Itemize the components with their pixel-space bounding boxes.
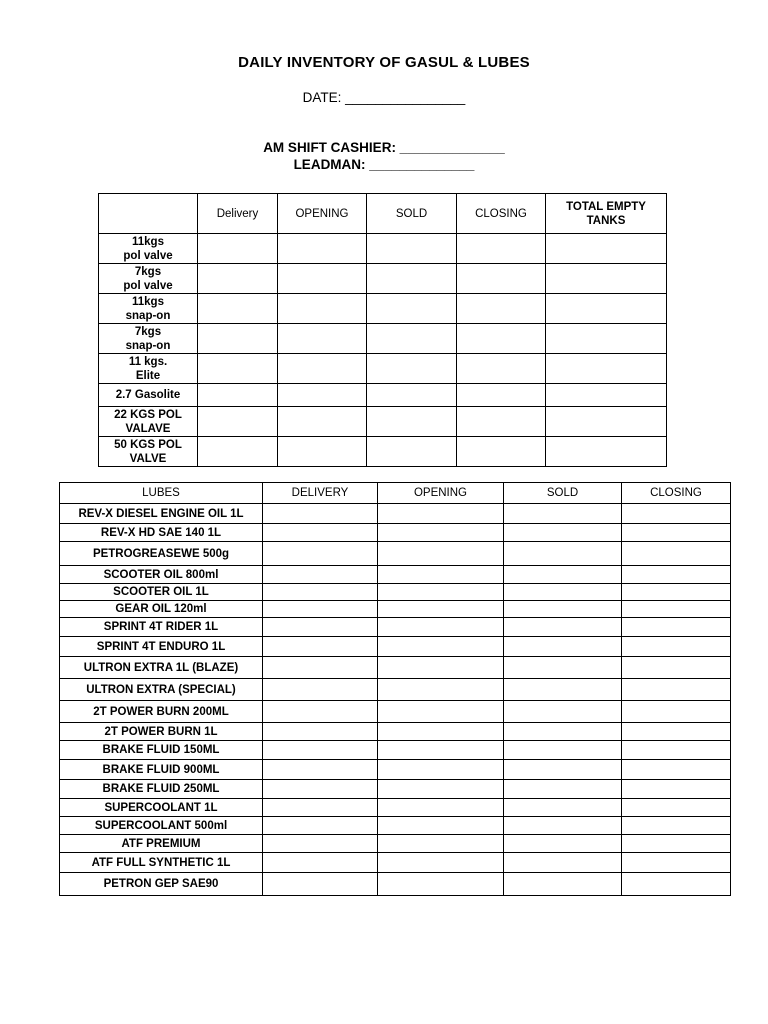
lubes-entry-cell[interactable] (378, 542, 504, 566)
gasul-item-label: 22 KGS POL (114, 408, 182, 421)
lubes-row (60, 835, 731, 853)
lubes-entry-cell[interactable] (263, 679, 378, 701)
lubes-row (60, 504, 731, 524)
cashier-field: AM SHIFT CASHIER: ______________ (263, 140, 505, 155)
gasul-header-blank (99, 194, 198, 234)
gasul-header-delivery: Delivery (198, 194, 278, 234)
lubes-entry-cell[interactable] (622, 618, 731, 637)
lubes-entry-cell[interactable] (504, 723, 622, 741)
lubes-entry-cell[interactable] (504, 601, 622, 618)
lubes-entry-cell[interactable] (263, 835, 378, 853)
gasul-item-label: snap-on (125, 339, 171, 352)
lubes-entry-cell[interactable] (263, 601, 378, 618)
gasul-header-closing: CLOSING (457, 194, 546, 234)
lubes-entry-cell[interactable] (504, 760, 622, 780)
gasul-entry-cell[interactable] (367, 407, 457, 437)
lubes-row (60, 679, 731, 701)
lubes-entry-cell[interactable] (622, 657, 731, 679)
gasul-entry-cell[interactable] (278, 354, 367, 384)
leadman-field: LEADMAN: ______________ (293, 157, 475, 172)
lubes-row (60, 760, 731, 780)
lubes-row (60, 637, 731, 657)
lubes-item-label: ATF FULL SYNTHETIC 1L (60, 853, 263, 873)
lubes-entry-cell[interactable] (378, 524, 504, 542)
lubes-entry-cell[interactable] (263, 637, 378, 657)
lubes-entry-cell[interactable] (504, 637, 622, 657)
gasul-header-sold: SOLD (367, 194, 457, 234)
page-title: DAILY INVENTORY OF GASUL & LUBES (238, 54, 530, 71)
gasul-item-label: pol valve (123, 279, 173, 292)
lubes-entry-cell[interactable] (263, 817, 378, 835)
lubes-item-label: ULTRON EXTRA 1L (BLAZE) (60, 657, 263, 679)
gasul-row (99, 407, 667, 437)
gasul-entry-cell[interactable] (457, 324, 546, 354)
lubes-row (60, 853, 731, 873)
gasul-item-label: snap-on (125, 309, 171, 322)
gasul-entry-cell[interactable] (367, 234, 457, 264)
lubes-entry-cell[interactable] (622, 524, 731, 542)
lubes-entry-cell[interactable] (378, 799, 504, 817)
gasul-item-label: Elite (135, 369, 161, 382)
gasul-entry-cell[interactable] (198, 234, 278, 264)
gasul-entry-cell[interactable] (198, 407, 278, 437)
lubes-inventory-table (59, 482, 731, 896)
lubes-item-label: REV-X DIESEL ENGINE OIL 1L (60, 504, 263, 524)
lubes-entry-cell[interactable] (263, 741, 378, 760)
lubes-item-label: SUPERCOOLANT 500ml (60, 817, 263, 835)
lubes-entry-cell[interactable] (504, 780, 622, 799)
gasul-item-cell (99, 407, 198, 437)
lubes-entry-cell[interactable] (504, 853, 622, 873)
lubes-entry-cell[interactable] (504, 701, 622, 723)
lubes-entry-cell[interactable] (622, 817, 731, 835)
gasul-entry-cell[interactable] (546, 384, 667, 407)
gasul-item-cell (99, 324, 198, 354)
lubes-entry-cell[interactable] (622, 584, 731, 601)
lubes-entry-cell[interactable] (263, 504, 378, 524)
lubes-item-label: SPRINT 4T ENDURO 1L (60, 637, 263, 657)
gasul-entry-cell[interactable] (546, 354, 667, 384)
gasul-entry-cell[interactable] (198, 384, 278, 407)
lubes-item-label: GEAR OIL 120ml (60, 601, 263, 618)
gasul-row (99, 294, 667, 324)
lubes-item-label: REV-X HD SAE 140 1L (60, 524, 263, 542)
gasul-entry-cell[interactable] (278, 324, 367, 354)
lubes-item-label: 2T POWER BURN 200ML (60, 701, 263, 723)
lubes-entry-cell[interactable] (622, 760, 731, 780)
lubes-entry-cell[interactable] (378, 679, 504, 701)
lubes-header-row (60, 483, 731, 504)
lubes-entry-cell[interactable] (622, 701, 731, 723)
gasul-row (99, 437, 667, 467)
lubes-entry-cell[interactable] (504, 679, 622, 701)
date-field: DATE: ________________ (302, 90, 466, 105)
lubes-item-label: SUPERCOOLANT 1L (60, 799, 263, 817)
lubes-entry-cell[interactable] (378, 873, 504, 896)
lubes-entry-cell[interactable] (263, 524, 378, 542)
gasul-entry-cell[interactable] (278, 294, 367, 324)
lubes-entry-cell[interactable] (504, 799, 622, 817)
lubes-entry-cell[interactable] (378, 817, 504, 835)
lubes-header-closing: CLOSING (622, 483, 731, 504)
lubes-header-sold: SOLD (504, 483, 622, 504)
lubes-entry-cell[interactable] (622, 566, 731, 584)
lubes-entry-cell[interactable] (378, 723, 504, 741)
lubes-row (60, 618, 731, 637)
gasul-item-label: 50 KGS POL (114, 438, 182, 451)
lubes-item-label: 2T POWER BURN 1L (60, 723, 263, 741)
lubes-row (60, 524, 731, 542)
gasul-entry-cell[interactable] (367, 384, 457, 407)
gasul-header-row (99, 194, 667, 234)
lubes-entry-cell[interactable] (378, 657, 504, 679)
gasul-entry-cell[interactable] (546, 234, 667, 264)
gasul-entry-cell[interactable] (457, 407, 546, 437)
lubes-entry-cell[interactable] (263, 799, 378, 817)
lubes-entry-cell[interactable] (263, 760, 378, 780)
gasul-item-cell (99, 384, 198, 407)
gasul-item-label: 11kgs (132, 235, 164, 248)
gasul-item-cell (99, 234, 198, 264)
lubes-entry-cell[interactable] (378, 701, 504, 723)
lubes-row (60, 817, 731, 835)
lubes-entry-cell[interactable] (622, 853, 731, 873)
lubes-entry-cell[interactable] (504, 524, 622, 542)
gasul-entry-cell[interactable] (546, 264, 667, 294)
lubes-entry-cell[interactable] (622, 799, 731, 817)
gasul-entry-cell[interactable] (367, 264, 457, 294)
gasul-entry-cell[interactable] (198, 294, 278, 324)
lubes-entry-cell[interactable] (504, 741, 622, 760)
lubes-entry-cell[interactable] (378, 780, 504, 799)
lubes-item-label: SPRINT 4T RIDER 1L (60, 618, 263, 637)
lubes-entry-cell[interactable] (622, 679, 731, 701)
gasul-item-cell (99, 354, 198, 384)
gasul-entry-cell[interactable] (367, 437, 457, 467)
gasul-entry-cell[interactable] (278, 407, 367, 437)
lubes-entry-cell[interactable] (263, 723, 378, 741)
lubes-row (60, 657, 731, 679)
lubes-entry-cell[interactable] (622, 780, 731, 799)
lubes-row (60, 601, 731, 618)
lubes-item-label: SCOOTER OIL 800ml (60, 566, 263, 584)
gasul-row (99, 384, 667, 407)
lubes-row (60, 584, 731, 601)
lubes-entry-cell[interactable] (378, 504, 504, 524)
gasul-item-label: VALAVE (125, 422, 171, 435)
lubes-header-opening: OPENING (378, 483, 504, 504)
lubes-entry-cell[interactable] (504, 657, 622, 679)
lubes-entry-cell[interactable] (263, 542, 378, 566)
lubes-item-label: BRAKE FLUID 150ML (60, 741, 263, 760)
gasul-item-cell (99, 294, 198, 324)
gasul-entry-cell[interactable] (546, 324, 667, 354)
gasul-entry-cell[interactable] (278, 384, 367, 407)
lubes-item-label: PETRON GEP SAE90 (60, 873, 263, 896)
lubes-entry-cell[interactable] (622, 601, 731, 618)
lubes-entry-cell[interactable] (263, 701, 378, 723)
gasul-entry-cell[interactable] (457, 294, 546, 324)
lubes-entry-cell[interactable] (378, 835, 504, 853)
lubes-row (60, 799, 731, 817)
lubes-item-label: BRAKE FLUID 250ML (60, 780, 263, 799)
lubes-header-delivery: DELIVERY (263, 483, 378, 504)
lubes-entry-cell[interactable] (622, 723, 731, 741)
lubes-row (60, 566, 731, 584)
gasul-entry-cell[interactable] (457, 354, 546, 384)
gasul-entry-cell[interactable] (457, 384, 546, 407)
lubes-entry-cell[interactable] (504, 566, 622, 584)
lubes-item-label: ULTRON EXTRA (SPECIAL) (60, 679, 263, 701)
gasul-entry-cell[interactable] (367, 294, 457, 324)
lubes-item-label: PETROGREASEWE 500g (60, 542, 263, 566)
gasul-inventory-table (98, 193, 667, 467)
gasul-item-cell (99, 264, 198, 294)
lubes-entry-cell[interactable] (378, 741, 504, 760)
gasul-entry-cell[interactable] (367, 324, 457, 354)
gasul-header-total-empty-tanks: TOTAL EMPTY TANKS (546, 194, 667, 234)
gasul-entry-cell[interactable] (546, 437, 667, 467)
lubes-entry-cell[interactable] (378, 566, 504, 584)
lubes-entry-cell[interactable] (622, 741, 731, 760)
lubes-entry-cell[interactable] (622, 873, 731, 896)
gasul-entry-cell[interactable] (457, 264, 546, 294)
lubes-item-label: ATF PREMIUM (60, 835, 263, 853)
gasul-header-opening: OPENING (278, 194, 367, 234)
lubes-entry-cell[interactable] (378, 601, 504, 618)
lubes-entry-cell[interactable] (378, 637, 504, 657)
gasul-entry-cell[interactable] (457, 234, 546, 264)
gasul-entry-cell[interactable] (546, 407, 667, 437)
gasul-item-label: 11 kgs. (128, 355, 168, 368)
gasul-entry-cell[interactable] (278, 437, 367, 467)
gasul-entry-cell[interactable] (367, 354, 457, 384)
gasul-entry-cell[interactable] (278, 264, 367, 294)
gasul-item-label: 2.7 Gasolite (115, 389, 181, 401)
lubes-row (60, 701, 731, 723)
lubes-entry-cell[interactable] (622, 835, 731, 853)
gasul-item-label: 11kgs (132, 295, 164, 308)
lubes-item-label: SCOOTER OIL 1L (60, 584, 263, 601)
gasul-row (99, 234, 667, 264)
gasul-row (99, 324, 667, 354)
lubes-entry-cell[interactable] (378, 584, 504, 601)
lubes-entry-cell[interactable] (504, 504, 622, 524)
gasul-item-label: 7kgs (134, 325, 162, 338)
lubes-row (60, 873, 731, 896)
lubes-entry-cell[interactable] (504, 584, 622, 601)
lubes-entry-cell[interactable] (263, 618, 378, 637)
gasul-item-label: pol valve (123, 249, 173, 262)
lubes-row (60, 780, 731, 799)
lubes-entry-cell[interactable] (622, 504, 731, 524)
gasul-entry-cell[interactable] (198, 354, 278, 384)
lubes-entry-cell[interactable] (263, 853, 378, 873)
gasul-entry-cell[interactable] (198, 324, 278, 354)
lubes-entry-cell[interactable] (504, 835, 622, 853)
gasul-entry-cell[interactable] (198, 437, 278, 467)
lubes-entry-cell[interactable] (263, 873, 378, 896)
lubes-entry-cell[interactable] (378, 618, 504, 637)
gasul-item-label: VALVE (129, 452, 167, 465)
lubes-entry-cell[interactable] (504, 542, 622, 566)
lubes-row (60, 723, 731, 741)
lubes-header-lubes: LUBES (60, 483, 263, 504)
lubes-entry-cell[interactable] (263, 584, 378, 601)
lubes-item-label: BRAKE FLUID 900ML (60, 760, 263, 780)
lubes-entry-cell[interactable] (504, 873, 622, 896)
lubes-entry-cell[interactable] (622, 637, 731, 657)
lubes-row (60, 741, 731, 760)
lubes-entry-cell[interactable] (504, 817, 622, 835)
gasul-item-cell (99, 437, 198, 467)
gasul-entry-cell[interactable] (278, 234, 367, 264)
lubes-entry-cell[interactable] (263, 657, 378, 679)
lubes-entry-cell[interactable] (378, 853, 504, 873)
lubes-entry-cell[interactable] (622, 542, 731, 566)
gasul-item-label: 7kgs (134, 265, 162, 278)
lubes-entry-cell[interactable] (263, 566, 378, 584)
lubes-row (60, 542, 731, 566)
gasul-entry-cell[interactable] (198, 264, 278, 294)
gasul-entry-cell[interactable] (457, 437, 546, 467)
lubes-entry-cell[interactable] (378, 760, 504, 780)
lubes-entry-cell[interactable] (504, 618, 622, 637)
gasul-entry-cell[interactable] (546, 294, 667, 324)
gasul-row (99, 264, 667, 294)
lubes-entry-cell[interactable] (263, 780, 378, 799)
gasul-row (99, 354, 667, 384)
